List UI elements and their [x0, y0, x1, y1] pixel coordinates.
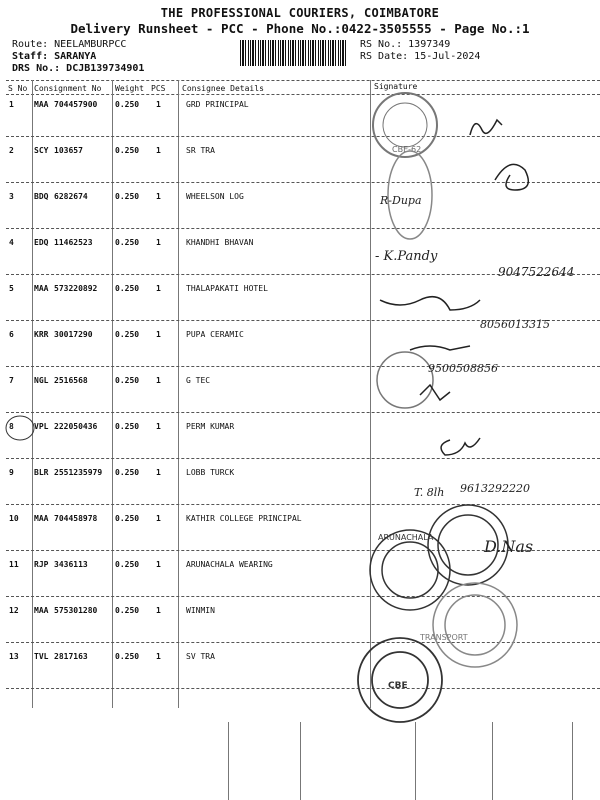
- staff-label: Staff: SARANYA: [12, 51, 97, 62]
- row-consignee: GRD PRINCIPAL: [186, 100, 249, 109]
- signature-5: [380, 297, 480, 310]
- handwritten-name: - K.Pandy: [375, 249, 438, 264]
- row-weight: 0.250: [115, 376, 140, 385]
- row-pcs: 1: [156, 422, 161, 431]
- row-sno: 4: [9, 238, 14, 247]
- stamp-text: CBE-62: [392, 145, 422, 154]
- row-consignee: WINMIN: [186, 606, 215, 615]
- row-sno: 10: [9, 514, 19, 523]
- row-consignment-number: 704457900: [54, 100, 98, 109]
- row-sno: 2: [9, 146, 14, 155]
- signature-6: [410, 346, 470, 350]
- arunachala-stamp: [370, 530, 450, 610]
- row-pcs: 1: [156, 146, 161, 155]
- transport-stamp: [358, 638, 442, 722]
- row-consignment-prefix: MAA: [34, 514, 49, 523]
- row-pcs: 1: [156, 330, 161, 339]
- row-consignment-prefix: EDQ: [34, 238, 49, 247]
- row-sno: 12: [9, 606, 19, 615]
- row-consignee: PERM KUMAR: [186, 422, 235, 431]
- row-pcs: 1: [156, 652, 161, 661]
- row-sno: 8: [9, 422, 14, 431]
- row-sno: 6: [9, 330, 14, 339]
- row-consignment-prefix: KRR: [34, 330, 49, 339]
- rs-number: RS No.: 1397349: [360, 39, 451, 50]
- signature-1: [470, 120, 502, 135]
- row-pcs: 1: [156, 192, 161, 201]
- company-title: THE PROFESSIONAL COURIERS, COIMBATORE: [160, 6, 440, 20]
- signature-7: [420, 385, 450, 400]
- row-consignment-number: 3436113: [54, 560, 88, 569]
- row-weight: 0.250: [115, 100, 140, 109]
- row-consignment-prefix: TVL: [34, 652, 49, 661]
- row-pcs: 1: [156, 284, 161, 293]
- row-sno: 5: [9, 284, 14, 293]
- col-sno: S No: [8, 84, 28, 93]
- row-consignment-prefix: BLR: [34, 468, 49, 477]
- row-consignment-number: 2817163: [54, 652, 88, 661]
- row-consignment-number: 222050436: [54, 422, 98, 431]
- row-sno: 9: [9, 468, 14, 477]
- row-sno: 1: [9, 100, 14, 109]
- row-pcs: 1: [156, 560, 161, 569]
- row-consignment-prefix: BDQ: [34, 192, 49, 201]
- row-weight: 0.250: [115, 422, 140, 431]
- row-consignment-prefix: RJP: [34, 560, 49, 569]
- row-consignee: PUPA CERAMIC: [186, 330, 244, 339]
- row-pcs: 1: [156, 514, 161, 523]
- transport-stamp-grey: [433, 583, 517, 667]
- row-consignment-prefix: VPL: [34, 422, 49, 431]
- row-consignee: KATHIR COLLEGE PRINCIPAL: [186, 514, 302, 523]
- row-sno: 3: [9, 192, 14, 201]
- row-consignment-prefix: SCY: [34, 146, 49, 155]
- row-consignment-number: 575301280: [54, 606, 98, 615]
- row-weight: 0.250: [115, 652, 140, 661]
- row-consignment-number: 2551235979: [54, 468, 103, 477]
- row-weight: 0.250: [115, 468, 140, 477]
- row-pcs: 1: [156, 606, 161, 615]
- row-consignment-prefix: MAA: [34, 606, 49, 615]
- row-8-mark: [6, 416, 34, 440]
- row-consignment-prefix: MAA: [34, 100, 49, 109]
- handwritten-phone: 9613292220: [460, 482, 530, 495]
- handwritten-phone: 9047522644: [498, 265, 575, 279]
- row-consignment-number: 30017290: [54, 330, 93, 339]
- row-pcs: 1: [156, 100, 161, 109]
- row-weight: 0.250: [115, 606, 140, 615]
- row-consignee: KHANDHI BHAVAN: [186, 238, 254, 247]
- row-weight: 0.250: [115, 192, 140, 201]
- row-weight: 0.250: [115, 330, 140, 339]
- row-consignee: WHEELSON LOG: [186, 192, 244, 201]
- signature-8: [441, 438, 480, 455]
- row-weight: 0.250: [115, 238, 140, 247]
- rs-date: RS Date: 15-Jul-2024: [360, 51, 481, 62]
- handwritten-phone: 8056013315: [480, 318, 550, 331]
- stamp-text: ARUNACHALA: [378, 533, 434, 542]
- route-label: Route: NEELAMBURPCC: [12, 39, 127, 50]
- row-consignment-number: 11462523: [54, 238, 93, 247]
- row-weight: 0.250: [115, 284, 140, 293]
- row-weight: 0.250: [115, 560, 140, 569]
- handwritten-name: D.Nas: [484, 537, 534, 556]
- row-consignment-number: 103657: [54, 146, 83, 155]
- col-weight: Weight: [115, 84, 144, 93]
- runsheet-subtitle: Delivery Runsheet - PCC - Phone No.:0422-3505555 - Page No.:1: [70, 21, 530, 36]
- row-consignment-number: 704458978: [54, 514, 98, 523]
- row-weight: 0.250: [115, 514, 140, 523]
- col-consignee: Consignee Details: [182, 84, 264, 93]
- stamp-text: TRANSPORT: [420, 633, 468, 642]
- row-weight: 0.250: [115, 146, 140, 155]
- drs-number: DRS No.: DCJB139734901: [12, 63, 145, 74]
- row-sno: 13: [9, 652, 19, 661]
- row-sno: 7: [9, 376, 14, 385]
- row-sno: 11: [9, 560, 19, 569]
- col-consignment: Consignment No: [34, 84, 102, 93]
- row-consignee: LOBB TURCK: [186, 468, 235, 477]
- round-stamp: [377, 352, 433, 408]
- col-pcs: PCS: [151, 84, 166, 93]
- row-consignee: THALAPAKATI HOTEL: [186, 284, 268, 293]
- handwritten-phone: 9500508856: [428, 362, 498, 375]
- row-consignment-number: 2516568: [54, 376, 88, 385]
- row-consignee: G TEC: [186, 376, 211, 385]
- col-signature: Signature: [374, 82, 418, 91]
- stamp-text: CBE: [388, 681, 408, 691]
- row-consignee: SR TRA: [186, 146, 215, 155]
- row-consignment-number: 573220892: [54, 284, 98, 293]
- handwritten-name: T. 8lh: [414, 486, 445, 499]
- row-pcs: 1: [156, 376, 161, 385]
- row-consignment-number: 6282674: [54, 192, 88, 201]
- signature-2: [495, 164, 528, 190]
- row-consignment-prefix: MAA: [34, 284, 49, 293]
- row-consignment-prefix: NGL: [34, 376, 49, 385]
- row-consignee: SV TRA: [186, 652, 215, 661]
- row-pcs: 1: [156, 468, 161, 477]
- row-consignee: ARUNACHALA WEARING: [186, 560, 273, 569]
- handwritten-name: R-Dupa: [380, 194, 422, 207]
- row-pcs: 1: [156, 238, 161, 247]
